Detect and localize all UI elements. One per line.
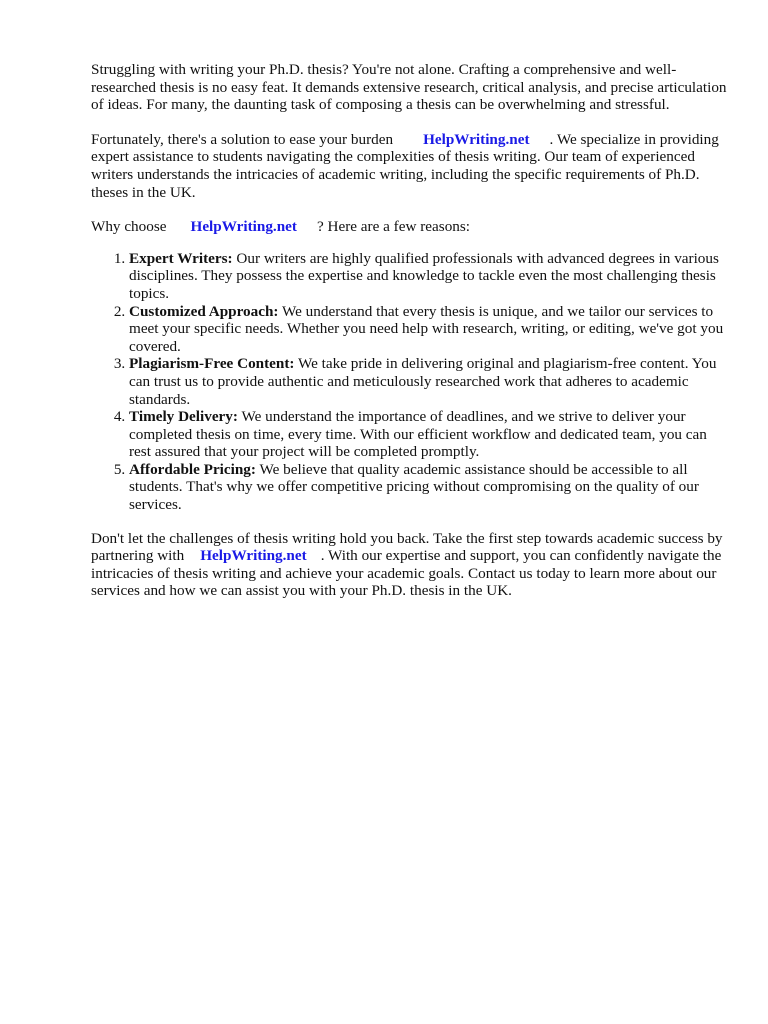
reason-text: We take pride in delivering original and plagiarism-free content. You can trust us to provide authentic and meticulously researched work that adheres to academic standards. xyxy=(129,355,717,408)
reason-text: We understand that every thesis is unique, and we tailor our services to meet your specific needs. Whether you need help with research, writing, or editing, we've got you covered. xyxy=(129,302,724,355)
solution-text-after: . We specialize in providing expert assistance to students navigating the complexities of thesis writing. Our team of experienced writers understands the intricacies of academic writing, including the specific requirements of Ph.D. theses in the UK. xyxy=(91,130,719,201)
list-item xyxy=(129,355,731,408)
reason-text: We believe that quality academic assistance should be accessible to all students. That's why we offer competitive pricing without compromising on the quality of our services. xyxy=(129,460,699,514)
list-item xyxy=(129,461,731,514)
reason-title: Plagiarism-Free Content: xyxy=(129,355,295,373)
list-item xyxy=(129,250,731,303)
reason-title: Affordable Pricing: xyxy=(129,460,256,478)
solution-text-before: Fortunately, there's a solution to ease your burden xyxy=(91,130,394,148)
why-text-after: ? Here are a few reasons: xyxy=(316,218,471,236)
list-item xyxy=(129,303,731,356)
list-item xyxy=(129,408,731,461)
helpwriting-link-why[interactable]: HelpWriting.net xyxy=(190,218,297,236)
reason-title: Timely Delivery: xyxy=(129,408,238,426)
reason-title: Customized Approach: xyxy=(129,302,279,320)
helpwriting-link-closing[interactable]: HelpWriting.net xyxy=(200,547,307,565)
closing-text-before: Don't let the challenges of thesis writing hold you back. Take the first step towards academic success by partnering with xyxy=(91,529,723,565)
reason-text: Our writers are highly qualified professionals with advanced degrees in various disciplines. They possess the expertise and knowledge to tackle even the most challenging thesis topics. xyxy=(129,249,719,302)
reason-text: We understand the importance of deadlines, and we strive to deliver your completed thesis on time, every time. With our efficient workflow and dedicated team, you can rest assured that your project will be completed promptly. xyxy=(129,408,707,461)
helpwriting-link-solution[interactable]: HelpWriting.net xyxy=(423,130,530,148)
reasons-list xyxy=(91,250,731,514)
solution-paragraph xyxy=(91,131,731,201)
why-paragraph xyxy=(91,218,731,236)
closing-paragraph xyxy=(91,530,731,600)
document-page xyxy=(91,61,731,600)
why-text-before: Why choose xyxy=(91,218,167,236)
closing-text-after: . With our expertise and support, you can confidently navigate the intricacies of thesis writing and achieve your academic goals. Contact us today to learn more about our services and how we can assist you with your Ph.D. thesis in the UK. xyxy=(91,547,722,600)
intro-paragraph: Struggling with writing your Ph.D. thesis? You're not alone. Crafting a comprehensive and well-researched thesis is no easy feat. It demands extensive research, critical analysis, and precise articulation of ideas. For many, the daunting task of composing a thesis can be overwhelming and stressful. xyxy=(91,61,727,114)
reason-title: Expert Writers: xyxy=(129,249,233,267)
